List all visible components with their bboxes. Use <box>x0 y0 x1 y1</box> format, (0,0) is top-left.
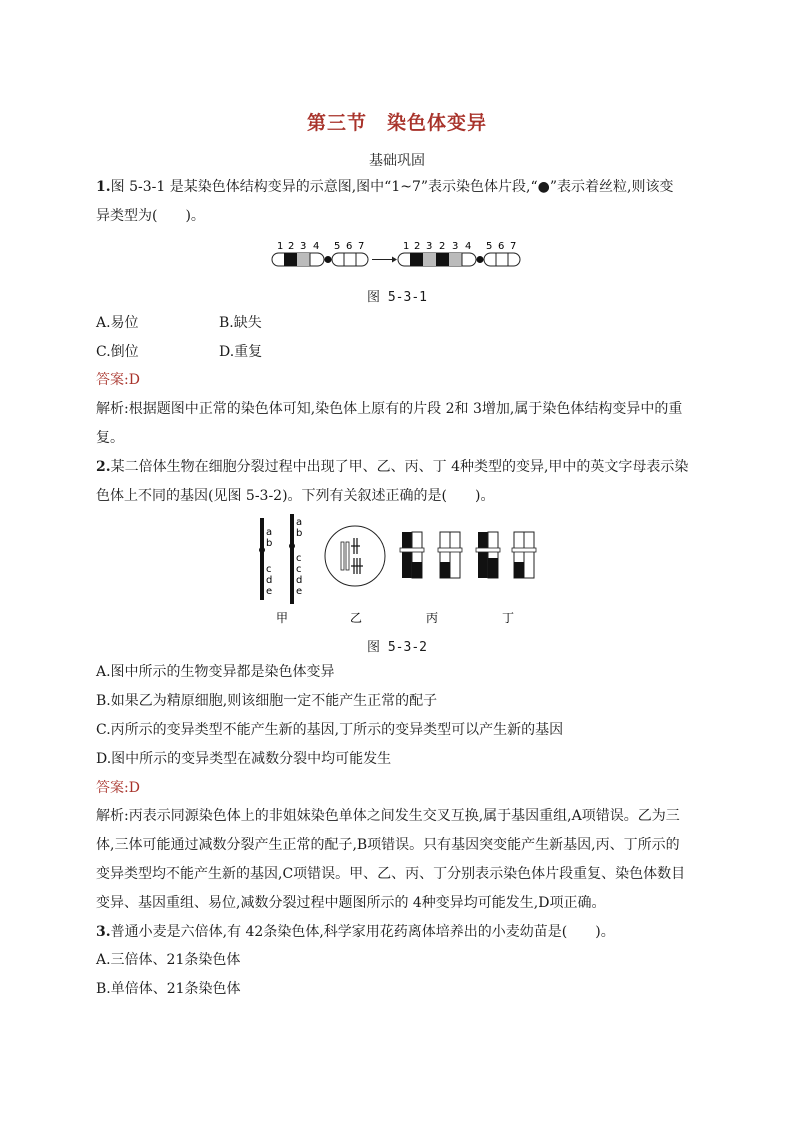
seg-label: 3 <box>426 241 433 252</box>
q2-option-d: D.图中所示的变异类型在减数分裂中均可能发生 <box>96 751 392 767</box>
q3-option-a: A.三倍体、21条染色体 <box>96 952 241 968</box>
seg-label: 3 <box>452 241 459 252</box>
seg-label: 2 <box>439 241 446 252</box>
q1-option-b: B.缺失 <box>219 315 262 331</box>
gene-label: e <box>266 586 273 597</box>
gene-label: c <box>296 553 302 564</box>
q1-answer: 答案:D <box>96 372 140 388</box>
gene-label: d <box>266 575 273 586</box>
seg-label: 3 <box>300 241 307 252</box>
panel-jia-chromosomes <box>259 514 302 604</box>
gene-label: a <box>266 527 273 538</box>
q2-option-c: C.丙所示的变异类型不能产生新的基因,丁所示的变异类型可以产生新的基因 <box>96 722 564 738</box>
q1-option-d: D.重复 <box>219 344 263 360</box>
seg-label: 1 <box>277 241 284 252</box>
section-heading: 基础巩固 <box>369 153 425 169</box>
seg-label: 2 <box>414 241 421 252</box>
panel-label-ding: 丁 <box>502 611 515 625</box>
gene-label: a <box>296 517 303 528</box>
gene-label: b <box>266 538 273 549</box>
seg-label: 7 <box>358 241 365 252</box>
mutated-chromosome <box>398 241 520 266</box>
seg-label: 1 <box>403 241 410 252</box>
q3-option-b: B.单倍体、21条染色体 <box>96 981 241 997</box>
panel-ding-chromosomes <box>476 532 536 578</box>
q1-stem-line-1 <box>96 173 706 202</box>
panel-label-yi: 乙 <box>350 611 363 625</box>
page-title: 第三节 染色体变异 <box>306 112 487 134</box>
gene-label: e <box>296 586 303 597</box>
q2-analysis-line-3: 变异类型均不能产生新的基因,C项错误。甲、乙、丙、丁分别表示染色体片段重复、染色体数目 <box>96 866 686 882</box>
gene-label: b <box>296 528 303 539</box>
gene-label: c <box>296 564 302 575</box>
arrow-icon <box>372 257 397 263</box>
centromere-dot <box>325 256 332 263</box>
seg-label: 6 <box>346 241 353 252</box>
q1-option-c: C.倒位 <box>96 344 139 360</box>
figure-5-3-1-diagram <box>268 238 528 274</box>
q1-option-a: A.易位 <box>96 315 139 331</box>
panel-bing-chromosomes <box>400 532 462 578</box>
centromere-dot <box>477 256 484 263</box>
q2-option-b: B.如果乙为精原细胞,则该细胞一定不能产生正常的配子 <box>96 693 438 709</box>
q2-analysis-line-4: 变异、基因重组、易位,减数分裂过程中题图所示的 4种变异均可能发生,D项正确。 <box>96 895 606 911</box>
normal-chromosome <box>272 241 368 266</box>
seg-label: 4 <box>465 241 472 252</box>
q3-number: 3. <box>96 924 111 940</box>
q2-analysis-line-2: 体,三体可能通过减数分裂产生正常的配子,B项错误。只有基因突变能产生新基因,丙、丁所示的 <box>96 837 680 853</box>
segment-2-dark <box>284 253 297 266</box>
gene-label: d <box>296 575 303 586</box>
seg-label: 5 <box>334 241 341 252</box>
q2-analysis-line-1: 解析:丙表示同源染色体上的非姐妹染色单体之间发生交叉互换,属于基因重组,A项错误。乙为三 <box>96 808 680 824</box>
q2-option-a: A.图中所示的生物变异都是染色体变异 <box>96 664 335 680</box>
panel-label-bing: 丙 <box>426 611 439 625</box>
figure-caption-5-3-2: 图 5-3-2 <box>367 640 427 655</box>
seg-label: 7 <box>510 241 517 252</box>
seg-label: 6 <box>498 241 505 252</box>
seg-label: 5 <box>486 241 493 252</box>
gene-label: c <box>266 564 272 575</box>
q2-stem-line-2: 色体上不同的基因(见图 5-3-2)。下列有关叙述正确的是( )。 <box>96 488 495 504</box>
q2-stem-text: 某二倍体生物在细胞分裂过程中出现了甲、乙、丙、丁 4种类型的变异,甲中的英文字母表示染 <box>110 459 689 475</box>
q1-stem-text: 图 5-3-1 是某染色体结构变异的示意图,图中“1~7”表示染色体片段,“●”表示着丝粒,则该变 <box>110 179 674 195</box>
panel-yi-cell <box>325 526 385 586</box>
figure-5-3-2-diagram <box>250 512 550 630</box>
q3-stem-text: 普通小麦是六倍体,有 42条染色体,科学家用花药离体培养出的小麦幼苗是( )。 <box>110 924 615 940</box>
segment-3-gray <box>297 253 310 266</box>
q1-analysis-line-1: 解析:根据题图中正常的染色体可知,染色体上原有的片段 2和 3增加,属于染色体结构变异中的重 <box>96 401 683 417</box>
seg-label: 2 <box>288 241 295 252</box>
q1-stem-line-2: 异类型为( )。 <box>96 208 205 224</box>
panel-label-jia: 甲 <box>276 611 289 625</box>
q1-analysis-line-2: 复。 <box>96 430 124 446</box>
q3-stem <box>96 918 706 947</box>
q2-number: 2. <box>96 459 111 475</box>
figure-caption-5-3-1: 图 5-3-1 <box>367 290 427 305</box>
q1-number: 1. <box>96 179 111 195</box>
seg-label: 4 <box>313 241 320 252</box>
q2-answer: 答案:D <box>96 780 140 796</box>
q2-stem-line-1 <box>96 453 706 482</box>
